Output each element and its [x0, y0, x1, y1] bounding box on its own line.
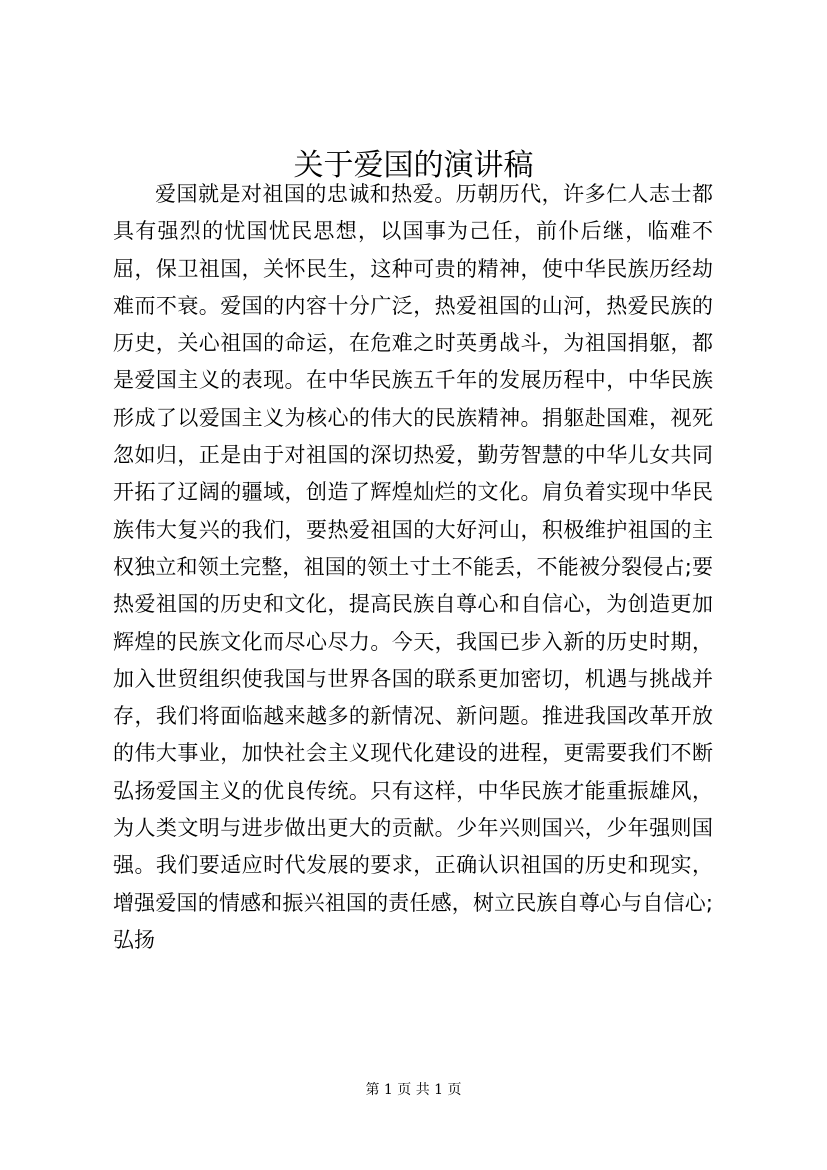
document-title: 关于爱国的演讲稿	[293, 148, 534, 183]
page-number-footer: 第 1 页 共 1 页	[365, 1082, 462, 1098]
body-paragraph: 爱国就是对祖国的忠诚和热爱。历朝历代，许多仁人志士都具有强烈的忧国忧民思想，以国事为己任，前仆后继，临难不屈，保卫祖国，关怀民生，这种可贵的精神，使中华民族历经劫难而不衰。爱国的内容十分广泛，热爱祖国的山河，热爱民族的历史，关心祖国的命运，在危难之时英勇战斗，为祖国捐躯，都是爱国主义的表现。在中华民族五千年的发展历程中，中华民族形成了以爱国主义为核心的伟大的民族精神。捐躯赴国难，视死忽如归，正是由于对祖国的深切热爱，勤劳智慧的中华儿女共同开拓了辽阔的疆域，创造了辉煌灿烂的文化。肩负着实现中华民族伟大复兴的我们，要热爱祖国的大好河山，积极维护祖国的主权独立和领土完整，祖国的领土寸土不能丢，不能被分裂侵占;要热爱祖国的历史和文化，提高民族自尊心和自信心，为创造更加辉煌的民族文化而尽心尽力。今天，我国已步入新的历史时期，加入世贸组织使我国与世界各国的联系更加密切，机遇与挑战并存，我们将面临越来越多的新情况、新问题。推进我国改革开放的伟大事业，加快社会主义现代化建设的进程，更需要我们不断弘扬爱国主义的优良传统。只有这样，中华民族才能重振雄风，为人类文明与进步做出更大的贡献。少年兴则国兴，少年强则国强。我们要适应时代发展的要求，正确认识祖国的历史和现实，增强爱国的情感和振兴祖国的责任感，树立民族自尊心与自信心;弘扬	[113, 182, 713, 952]
